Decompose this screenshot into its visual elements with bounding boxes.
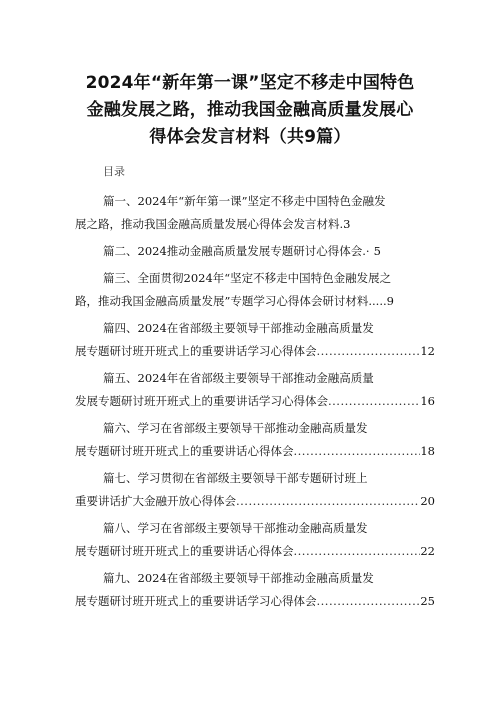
toc-entry-text: 展专题研讨班开班式上的重要讲话学习心得体会: [75, 344, 317, 358]
toc-page-number: 16: [420, 394, 435, 408]
toc-entry-text: 重要讲话扩大金融开放心得体会: [75, 494, 236, 508]
toc-entry-text: 篇九、2024在省部级主要领导干部推动金融高质量发: [103, 571, 374, 585]
toc-leader-dots: [294, 540, 421, 563]
toc-page-number: 3: [343, 217, 351, 231]
toc-entry-text: 篇五、2024年在省部级主要领导干部推动金融高质量: [103, 371, 374, 385]
toc-entry-2[interactable]: [75, 240, 435, 263]
toc-leader-dots: [236, 490, 420, 513]
toc-entry-text: 篇三、全面贯彻2024年“坚定不移走中国特色金融发展之: [103, 271, 392, 285]
toc-list: [75, 190, 435, 617]
toc-leader-dots: [317, 590, 421, 613]
toc-entry-3[interactable]: [75, 267, 435, 313]
toc-entry-8[interactable]: [75, 517, 435, 563]
toc-page-number: 22: [420, 544, 435, 558]
toc-entry-text: 篇六、学习在省部级主要领导干部推动金融高质量发: [103, 421, 368, 435]
toc-leader-dots: [328, 390, 420, 413]
toc-entry-text: 篇二、2024推动金融高质量发展专题研讨心得体会.·: [103, 244, 370, 258]
toc-entry-9[interactable]: [75, 567, 435, 613]
toc-entry-7[interactable]: [75, 467, 435, 513]
toc-entry-text: 篇四、2024在省部级主要领导干部推动金融高质量发: [103, 321, 374, 335]
document-title: [70, 70, 430, 151]
toc-page-number: 18: [420, 444, 435, 458]
title-line-2: 金融发展之路，推动我国金融高质量发展心: [86, 100, 414, 120]
toc-page-number: 25: [420, 594, 435, 608]
toc-entry-5[interactable]: [75, 367, 435, 413]
toc-entry-text: 路，推动我国金融高质量发展”专题学习心得体会研讨材料.....: [75, 294, 387, 308]
toc-entry-text: 发展专题研讨班开班式上的重要讲话学习心得体会: [75, 394, 328, 408]
toc-leader-dots: [317, 340, 421, 363]
toc-entry-1[interactable]: [75, 190, 435, 236]
title-line-1: 2024年“新年第一课”坚定不移走中国特色: [85, 73, 415, 93]
title-line-3: 得体会发言材料（共9篇）: [149, 127, 351, 147]
toc-entry-text: 展专题研讨班开班式上的重要讲话学习心得体会: [75, 594, 317, 608]
toc-entry-text: 篇八、学习在省部级主要领导干部推动金融高质量发: [103, 521, 368, 535]
toc-heading: 目录: [103, 165, 125, 178]
toc-entry-text: 展专题研讨班开班式上的重要讲话心得体会: [75, 544, 294, 558]
toc-entry-4[interactable]: [75, 317, 435, 363]
toc-page-number: 12: [420, 344, 435, 358]
toc-leader-dots: [294, 440, 421, 463]
toc-page-number: 9: [386, 294, 394, 308]
toc-entry-text: 篇七、学习贯彻在省部级主要领导干部专题研讨班上: [103, 471, 368, 485]
toc-entry-6[interactable]: [75, 417, 435, 463]
toc-page-number: 5: [373, 244, 381, 258]
toc-entry-text: 展专题研讨班开班式上的重要讲话心得体会: [75, 444, 294, 458]
toc-entry-text: 展之路，推动我国金融高质量发展心得体会发言材料.: [75, 217, 344, 231]
toc-entry-text: 篇一、2024年“新年第一课”坚定不移走中国特色金融发: [103, 194, 386, 208]
toc-page-number: 20: [420, 494, 435, 508]
